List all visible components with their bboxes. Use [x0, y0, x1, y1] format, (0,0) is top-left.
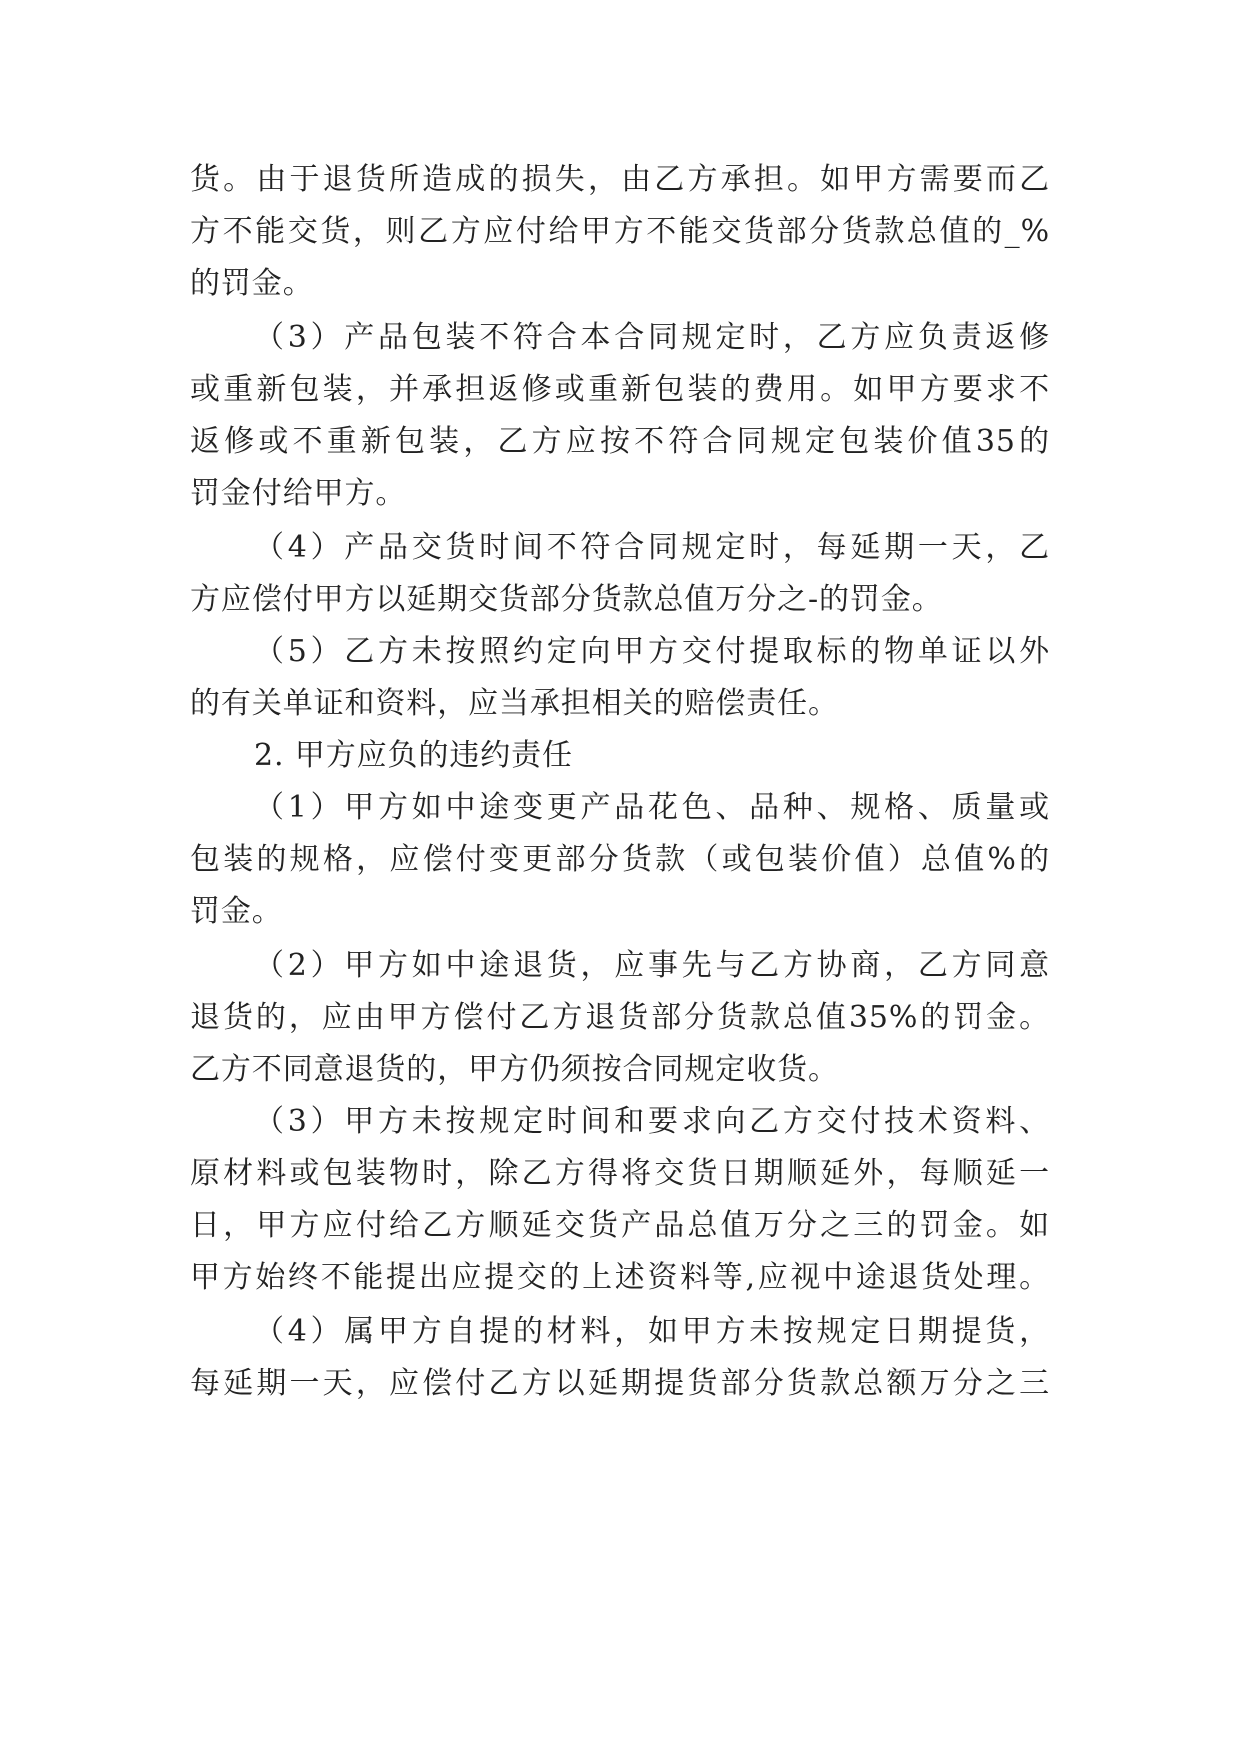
paragraph-first-line: （3）甲方未按规定时间和要求向乙方交付技术资料、: [254, 1104, 1050, 1139]
text-line: 返修或不重新包装，乙方应按不符合同规定包装价值35的: [190, 424, 1050, 459]
text-line: 退货的，应由甲方偿付乙方退货部分货款总值35%的罚金。: [190, 1000, 1050, 1035]
text-line: 方不能交货，则乙方应付给甲方不能交货部分货款总值的_%: [190, 214, 1050, 249]
text-line: 方应偿付甲方以延期交货部分货款总值万分之-的罚金。: [190, 582, 943, 617]
paragraph-first-line: （4）产品交货时间不符合同规定时，每延期一天，乙: [254, 530, 1050, 565]
text-line: 货。由于退货所造成的损失，由乙方承担。如甲方需要而乙: [190, 162, 1050, 197]
text-line: 甲方始终不能提出应提交的上述资料等,应视中途退货处理。: [190, 1260, 1050, 1295]
text-line: 的罚金。: [190, 266, 314, 301]
text-line: 罚金。: [190, 894, 283, 929]
text-line: 的有关单证和资料，应当承担相关的赔偿责任。: [190, 686, 839, 721]
paragraph-first-line: （1）甲方如中途变更产品花色、品种、规格、质量或: [254, 790, 1050, 825]
paragraph-first-line: （4）属甲方自提的材料，如甲方未按规定日期提货，: [254, 1314, 1050, 1349]
text-line: 乙方不同意退货的，甲方仍须按合同规定收货。: [190, 1052, 839, 1087]
paragraph-first-line: （5）乙方未按照约定向甲方交付提取标的物单证以外: [254, 634, 1050, 669]
text-line: 日，甲方应付给乙方顺延交货产品总值万分之三的罚金。如: [190, 1208, 1050, 1243]
section-heading: 2. 甲方应负的违约责任: [254, 738, 573, 773]
text-line: 原材料或包装物时，除乙方得将交货日期顺延外，每顺延一: [190, 1156, 1050, 1191]
paragraph-first-line: （2）甲方如中途退货，应事先与乙方协商，乙方同意: [254, 948, 1050, 983]
text-line: 或重新包装，并承担返修或重新包装的费用。如甲方要求不: [190, 372, 1050, 407]
paragraph-first-line: （3）产品包装不符合本合同规定时，乙方应负责返修: [254, 320, 1050, 355]
text-line: 每延期一天，应偿付乙方以延期提货部分货款总额万分之三: [190, 1366, 1050, 1401]
text-line: 罚金付给甲方。: [190, 476, 407, 511]
text-line: 包装的规格，应偿付变更部分货款（或包装价值）总值%的: [190, 842, 1050, 877]
